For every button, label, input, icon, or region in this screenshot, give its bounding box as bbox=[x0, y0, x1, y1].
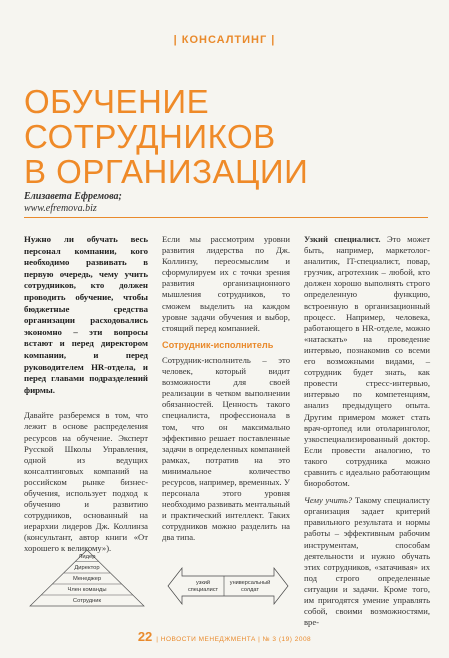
runin-what-to-teach: Чему учить? bbox=[304, 495, 353, 506]
pyramid-level-1: Лидер bbox=[78, 554, 96, 560]
title-line-1: ОБУЧЕНИЕ СОТРУДНИКОВ bbox=[24, 83, 276, 155]
author-site: www.efremova.biz bbox=[24, 203, 97, 214]
byline bbox=[24, 191, 224, 214]
runin-narrow-specialist: Узкий специалист. bbox=[304, 234, 381, 244]
column-2 bbox=[162, 234, 290, 550]
column-3 bbox=[304, 234, 430, 634]
col1-body: Давайте разберемся в том, что лежит в основе распределения ресурсов на обучение. Эксперт Русской Школы Управления, одной из ведущих консалтинговых компаний на российском рынке бизнес-обучения, использует подход к обучению и развитию сотрудников, основанный на иерархии лидеров Дж. Коллинза (консультант, автор книги «От хорошего к великому»). bbox=[24, 410, 148, 554]
col2-intro: Если мы рассмотрим уровни развития лидерства по Дж. Коллинзу, переосмыслим и сформулируем их с точки зрения развития организационного мышления сотрудников, то сможем выделить на каждом уровне задачи обучения и выбор, стоящий перед компанией. bbox=[162, 234, 290, 333]
title-divider bbox=[24, 217, 428, 218]
col3-paragraph-1: Узкий специалист. Это может быть, например, маркетолог-аналитик, IT-специалист, повар, грузчик, агротехник – любой, кто должен хорошо выполнять строго определенную функцию, встроенную в организационный процесс. Например, человека, работающего в HR-отделе, можно «натаскать» на проведение интервью, познакомив со всеми его возможными видами, – сотрудник будет знать, как провести стресс-интервью, интервью по компетенциям, анализ предыдущего опыта. Другим примером может стать врач-ортопед или отоларинголог, узкоспециализированный доктор. Если провести аналогию, то такого сотрудника можно сравнить с идеально работающим биороботом. bbox=[304, 234, 430, 489]
col2-body: Сотрудник-исполнитель – это человек, который видит возможности для своей реализации в четком выполнении обязанностей. Ценность такого специалиста, профессионала в том, что он максимально эффективно решает поставленные задачи в определенных компанией рамках, потратив на это минимальное количество ресурсов, например, временных. У персонала этого уровня необходимо развивать ментальный и практический интеллект. Таких сотрудников можно разделить на два типа. bbox=[162, 354, 290, 543]
section-tag: | КОНСАЛТИНГ | bbox=[173, 34, 276, 46]
page-number: 22 bbox=[137, 629, 153, 644]
subhead-employee-executor: Сотрудник-исполнитель bbox=[162, 339, 274, 350]
pyramid-level-4: Член команды bbox=[67, 587, 107, 593]
lead-paragraph: Нужно ли обучать весь персонал компании, кого необходимо развивать в первую очередь, чему учить сотрудников, кто должен проводить обучение, чтобы бюджетные средства организации расходовались экономно – эти вопросы встают и перед директором компании, и перед руководителем HR-отдела, и перед главами подразделений фирмы. bbox=[24, 234, 148, 395]
column-1 bbox=[24, 234, 148, 561]
narrow-specialist-label: узкий специалист bbox=[187, 580, 219, 593]
article-title bbox=[24, 84, 434, 189]
author-name: Елизавета Ефремова; bbox=[24, 191, 122, 202]
title-line-2: В ОРГАНИЗАЦИИ bbox=[24, 153, 309, 190]
page-footer bbox=[0, 628, 449, 646]
pyramid-level-5: Сотрудник bbox=[72, 598, 102, 604]
magazine-issue: | НОВОСТИ МЕНЕДЖМЕНТА | № 3 (19) 2008 bbox=[156, 636, 312, 643]
pyramid-level-2: Директор bbox=[74, 565, 100, 571]
universal-soldier-label: универсальный солдат bbox=[229, 580, 271, 593]
leadership-pyramid-diagram bbox=[28, 549, 146, 607]
col3-paragraph-2: Чему учить? Такому специалисту организация задает критерий правильного результата и нормы работы – эффективным рабочим инструментам, способам деятельности и нужно обучать этих сотрудников, «затачивая» их под строго определенные ситуации и задачи. Кроме того, им пригодятся умение управлять собой, своими возможностями, вре- bbox=[304, 495, 430, 628]
pyramid-level-3: Менеджер bbox=[72, 576, 102, 582]
employee-types-diagram bbox=[166, 560, 290, 612]
